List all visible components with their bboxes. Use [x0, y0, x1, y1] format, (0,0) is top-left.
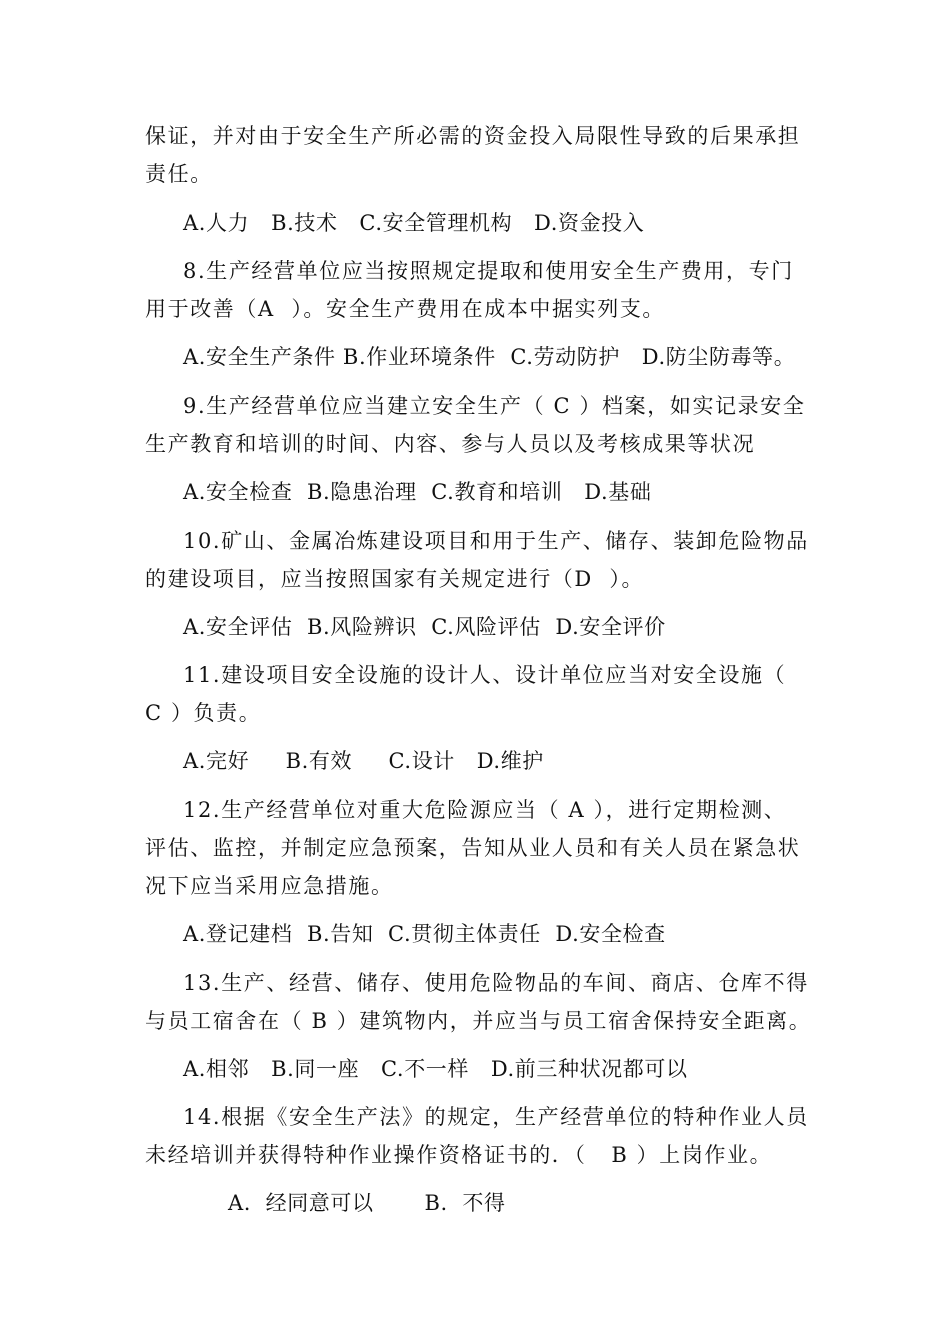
question-9-line-1: 9.生产经营单位应当建立安全生产（ C ）档案，如实记录安全 — [183, 394, 806, 418]
question-13-options: A.相邻 B.同一座 C.不一样 D.前三种状况都可以 — [183, 1057, 688, 1081]
question-14-line-2: 未经培训并获得特种作业操作资格证书的．（ B ）上岗作业。 — [145, 1143, 773, 1167]
question-10-line-1: 10.矿山、金属冶炼建设项目和用于生产、储存、装卸危险物品 — [183, 529, 809, 553]
question-13-line-1: 13.生产、经营、储存、使用危险物品的车间、商店、仓库不得 — [183, 971, 809, 995]
question-9-line-2: 生产教育和培训的时间、内容、参与人员以及考核成果等状况 — [145, 432, 756, 456]
question-8-line-2: 用于改善（A ）。安全生产费用在成本中据实列支。 — [145, 297, 666, 321]
question-11-line-1: 11.建设项目安全设施的设计人、设计单位应当对安全设施（ — [183, 663, 787, 687]
question-12-options: A.登记建档 B.告知 C.贯彻主体责任 D.安全检查 — [183, 922, 666, 946]
question-10-line-2: 的建设项目，应当按照国家有关规定进行（D ）。 — [145, 567, 645, 591]
question-7-line-2: 责任。 — [145, 162, 213, 186]
question-11-options: A.完好 B.有效 C.设计 D.维护 — [183, 749, 544, 773]
question-10-options: A.安全评估 B.风险辨识 C.风险评估 D.安全评价 — [183, 615, 666, 639]
question-11-line-2: C ）负责。 — [145, 701, 262, 725]
question-14-options: A. 经同意可以 B. 不得 — [228, 1191, 506, 1215]
question-13-line-2: 与员工宿舍在（ B ）建筑物内，并应当与员工宿舍保持安全距离。 — [145, 1009, 812, 1033]
question-12-line-1: 12.生产经营单位对重大危险源应当（ A ），进行定期检测、 — [183, 798, 787, 822]
question-7-line-1: 保证，并对由于安全生产所必需的资金投入局限性导致的后果承担 — [145, 124, 801, 148]
question-12-line-3: 况下应当采用应急措施。 — [145, 874, 394, 898]
question-8-options: A.安全生产条件 B.作业环境条件 C.劳动防护 D.防尘防毒等。 — [183, 345, 796, 369]
question-12-line-2: 评估、监控，并制定应急预案，告知从业人员和有关人员在紧急状 — [145, 836, 801, 860]
question-9-options: A.安全检查 B.隐患治理 C.教育和培训 D.基础 — [183, 480, 652, 504]
question-14-line-1: 14.根据《安全生产法》的规定，生产经营单位的特种作业人员 — [183, 1105, 809, 1129]
question-7-options: A.人力 B.技术 C.安全管理机构 D.资金投入 — [183, 211, 645, 235]
question-8-line-1: 8.生产经营单位应当按照规定提取和使用安全生产费用，专门 — [183, 259, 794, 283]
